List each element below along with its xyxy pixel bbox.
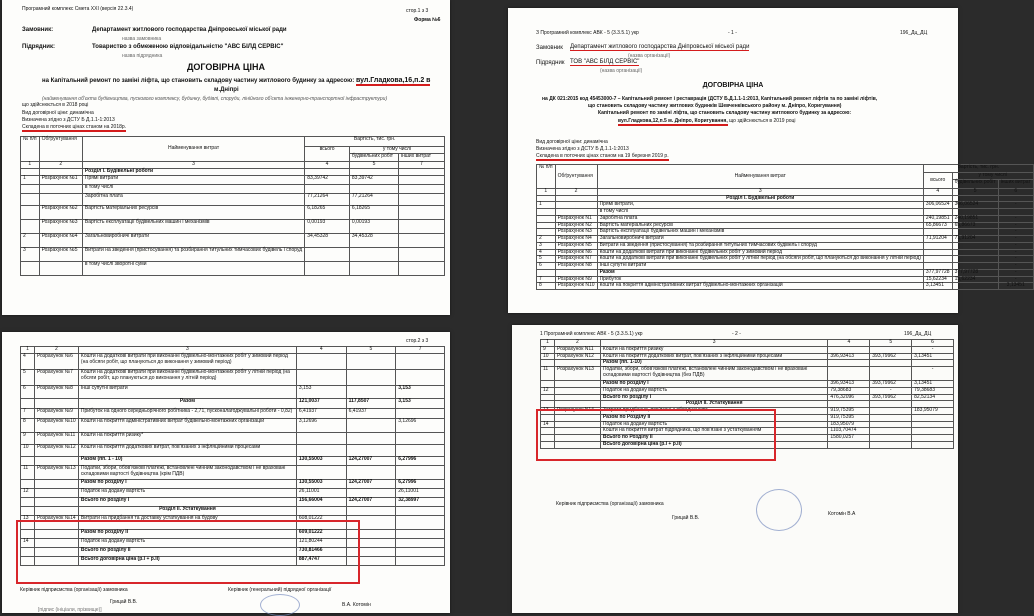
prices-date-line: Складена в поточних цінах станом на 2018р. [22,124,127,130]
table-row: 13 Розрахунок N14 Затрати придбання, пов'язані з обладнанням 919,75395 183,95079 [541,408,954,415]
table-row: Розрахунок №2 Вартість матеріальних ресурсів 6,18265 6,18265 [21,205,445,219]
table-row: 13 Розрахунок №14 Витрати на придбання та доставку устаткування на будову 608,01222 [21,515,445,529]
stamp-icon [260,594,300,616]
object-city: м.Дніпрі [214,87,239,93]
customer-note: назва замовника [122,36,162,42]
header-basis: Обґрунтування [555,165,597,189]
object-description: на Капітальний ремонт по заміні ліфта, що становить складову частину житлового будинку за адресою: вул.Гладкова,16,п.2 в [42,77,431,84]
contractor-label: Підрядник: [22,44,55,50]
col-num: 4 [923,188,952,195]
customer-signature-name: Грицай В.В. [672,515,700,521]
header-other: інших витрат [998,179,1033,188]
table-row: Розрахунок N1 Заробітна плата 240,19851 240,19851 - [537,215,1034,222]
table-row: 14 Податок на додану вартість 183,95079 [541,421,954,428]
contract-price-page-1 [2,0,450,315]
contractor-signature-title: Керівник (генеральний) підрядної організації [228,587,332,593]
table-row: 7 Розрахунок №9 Прибуток на одного середньорічного робітника - 2,71, пусконалагоджувальні роботи - 0,82) 6,41937 6,41937 [21,408,445,418]
table-row: 12 Податок на додану вартість 26,11001 26,11001 [21,488,445,497]
table-row: 6 Розрахунок №8 Інші супутні витрати 3,153 3,153 [21,385,445,398]
price-type: Вид договірної ціни: динамічна [536,139,608,145]
table-row: Розрахунок N2 Вартість матеріальних ресурсів 65,86673 65,86673 - [537,222,1034,229]
col-num: 2 [34,347,78,354]
header-basis: Обґрунтування [39,137,82,162]
customer-note: (назва організації) [628,53,671,59]
table-row: Разом по розділу І 396,93413 393,79962 3,13451 [541,381,954,388]
table-row: 11 Розрахунок N13 Податки, збори, обов'язкові платежі, встановлені чинним законодавством і не враховані складовими вартості будівництва (без ПДВ) - [541,367,954,381]
table-row: 14 Податок на додану вартість 121,80244 [21,538,445,547]
header-construction: будівельних робіт [349,154,398,162]
table-row: в тому числі [21,184,445,193]
subtitle-line-3: Капітальний ремонт по заміні ліфта, що становить складову частину житлового будинку за адресою: [598,110,852,116]
table-row: Всього договірна ціна (р.І + р.ІІ) 887,4747 [21,556,445,565]
page-number: стор.1 з 3 [406,8,429,14]
table-row: Разом 377,97728 377,97728 - [537,269,1034,276]
col-num: 1 [541,340,555,347]
col-num: 6 [912,340,954,347]
table-row: Разом 121,0037 117,8507 3,153 [21,398,445,408]
table-row: Всього по розділу І 156,66004 124,27007 32,38997 [21,497,445,506]
program-label: 1 Програмний комплекс АВК - 5 (3.3.5.1) укр [540,331,643,337]
col-num: 6 [998,188,1033,195]
col-num: 2 [555,188,597,195]
highlight-section-2 [536,409,776,461]
table-row: Всього по розділу ІІ 730,81466 [21,547,445,556]
contractor-name: ТОВ "АВС БІЛД СЕРВІС" [570,59,640,65]
table-row: Всього по розділу І 476,32096 393,79962 82,52134 [541,394,954,401]
table-row: 8 Розрахунок N10 Кошти на покриття адміністративних витрат будівельно-монтажних організацій 3,13451 3,13451 [537,283,1034,290]
col-num: 7 [399,162,445,169]
table-row: 5 Розрахунок №7 Кошти на додаткові витрати при виконанні будівельно-монтажних робіт у літній період (на обсяги робіт, що плануються до виконання у літній період) [21,369,445,385]
col-num: 3 [597,188,923,195]
table-row: 8 Розрахунок №10 Кошти на покриття адміністративних витрат будівельно-монтажних організацій 3,12696 3,12696 [21,418,445,432]
cost-table [20,136,445,276]
table-row: Всього по Розділу ІІ 1580,0257 [541,435,954,442]
header-total: всього [923,173,952,189]
table-row: 10 Розрахунок N12 Кошти на покриття додаткових витрат, пов'язаних з інфляційними процесами 396,93413 393,79962 3,13451 [541,353,954,360]
col-num: 1 [21,162,40,169]
table-row: 3 Розрахунок №5 Витрати на зведення (пристосування) та розбирання титульних тимчасових будівель і споруд [21,247,445,261]
table-row: 5 Розрахунок N7 Кошти на додаткові витрати при виконанні будівельних робіт у літній період (на обсяги робіт, що плануються до виконання у літній період) - [537,256,1034,263]
table-row: 1 Прямі витрати, 306,06524 306,06524 - [537,202,1034,209]
form-number: 196_Дц_ДЦ [900,30,928,36]
object-address: вул.Гладкова,12,п.5 м. Дніпро, Коригування, що здійснюється в 2019 році [618,118,796,124]
col-num: 2 [554,340,600,347]
header-name: Найменування витрат [82,137,304,162]
table-row: Разом по розділу ІІ 609,01222 [21,529,445,538]
table-row: 1 Розрахунок №1 Прямі витрати 83,39742 83,39742 [21,175,445,184]
customer-name: Департамент житлового господарства Дніпровської міської ради [570,44,750,50]
price-type: Вид договірної ціни: динамічна [22,110,94,116]
dstu-reference: Визначена згідно з ДСТУ Б Д.1.1-1:2013 [22,117,115,123]
signature-note: [підпис (ініціали, прізвище)] [38,607,102,613]
document-title: ДОГОВІРНА ЦІНА [187,62,265,72]
contractor-note: назва підрядника [122,53,163,59]
table-row: Разом (пп. 1 - 10) 130,55003 124,27007 6,27996 [21,456,445,465]
header-construction: будівельних робіт [952,179,998,188]
customer-label: Замовник: [22,27,54,33]
table-row: 2 Розрахунок N4 Загальновиробничі витрати 71,91204 71,91204 - [537,236,1034,243]
form-number: Форма №6 [414,17,441,23]
table-row: Разом по Розділу ІІ 919,75395 [541,414,954,421]
customer-signature-title: Керівник підприємства (організації) замовника [20,587,128,593]
table-row: Кошти на покриття витрат підрядника, що пов'язані з устаткуванням 1103,70474 [541,428,954,435]
customer-signature-name: Грицай В.В. [110,599,138,605]
header-cost: Вартість, тис. грн. [923,165,1033,173]
col-num: 5 [346,347,396,354]
col-num: 5 [349,162,398,169]
table-row: 12 Податок на додану вартість 79,38683 - 79,38683 [541,387,954,394]
header-total: всього [305,147,350,162]
table-row: 2 Розрахунок №4 Загальновиробничі витрати 34,45328 34,45328 [21,233,445,247]
subtitle-line-1: на ДК 021:2015 код 45453000-7 – Капітальний ремонт і реставрація (ДСТУ Б.Д.1.1-1:2013, Капітальний ремонт ліфтів та по заміні ліфтів, [542,96,878,102]
table-row: в тому числі [537,209,1034,216]
year-line: що здійснюється в 2018 році [22,102,89,108]
dstu-reference: Визначена згідно з ДСТУ Б Д.1.1-1:2013 [536,146,629,152]
header-number: № п/п [537,165,556,189]
customer-signature-title: Керівник підприємства (організації) замовника [556,501,664,507]
contractor-signature-name: Котомін В.А [828,511,856,517]
contractor-signature-name: В.А. Котомін [342,602,371,608]
col-num: 3 [600,340,828,347]
col-num: 4 [296,347,346,354]
contract-price-page-3 [2,332,450,613]
contractor-label: Підрядник [536,60,565,66]
header-incl: у тому числі [952,173,1033,180]
section-2-title: Розділ ІІ. Устаткування [78,506,296,515]
table-row: 9 Розрахунок N11 Кошти на покриття ризику - [541,346,954,353]
header-cost: Вартість, тис. грн. [305,137,445,147]
header-name: Найменування витрат [597,165,923,189]
table-row: 4 Розрахунок №6 Кошти на додаткові витрати при виконанні будівельно-монтажних робіт у зимовий період (на обсяги робіт, що плануються до виконання у зимовий період) [21,353,445,369]
col-num: 1 [21,347,35,354]
contractor-note: (назва організації) [600,68,643,74]
cost-table [536,164,1034,290]
table-row: Разом (пп. 1-10) [541,360,954,367]
page-number: стор.2 з 3 [406,338,429,344]
table-row: 10 Розрахунок №12 Кошти на покриття додаткових витрат, пов'язаних з інфляційними процесами [21,444,445,456]
table-row: 11 Розрахунок №13 Податки, збори, обов'язкові платежі, встановлені чинним законодавством і не враховані складовими вартості будівництва (крім ПДВ) [21,465,445,479]
col-num: 4 [305,162,350,169]
highlight-section-2 [16,520,360,584]
page-number: - 1 - [728,30,737,36]
col-num: 3 [78,347,296,354]
customer-name: Департамент житлового господарства Дніпровської міської ради [92,27,287,33]
col-num: 3 [82,162,304,169]
col-num: 7 [396,347,445,354]
prices-date-line: Складена в поточних цінах станом на 19 березня 2019 р. [536,153,669,159]
contract-price-page-2 [508,8,1031,313]
page-number: - 2 - [732,331,741,337]
contractor-name: Товариство з обмеженою відповідальністю "АВС БІЛД СЕРВІС" [92,44,284,50]
table-row: 4 Розрахунок N6 Кошти на додаткові витрати при виконанні будівельних робіт у зимовий період - [537,249,1034,256]
col-num: 5 [870,340,912,347]
table-row: Заробітна плата 77,21264 77,21264 [21,193,445,205]
document-title: ДОГОВІРНА ЦІНА [702,82,764,89]
object-note: (найменування об'єкта будівництва, пускового комплексу, будинку, будівлі, споруди, лінійного об'єкта інженерно-транспортної інфраструктури) [42,96,388,102]
subtitle-line-2: що становить складову частину житлових будинків Шевченківського району м. Дніпро, Коригування) [588,103,842,109]
header-other: інших витрат [399,154,445,162]
header-number: № п/п [21,137,40,162]
customer-label: Замовник [536,45,563,51]
table-row: Розрахунок №3 Вартість експлуатації будівельних машин і механізмів 0,00193 0,00193 [21,219,445,233]
table-row: Всього договірна ціна (р.І + р.ІІ) [541,441,954,448]
stamp-icon [756,489,802,531]
program-label: З Програмний комплекс АВК - 5 (3.3.5.1) укр [536,30,639,36]
form-number: 196_Дц_ДЦ [904,331,932,337]
header-incl: у тому числі [349,147,444,154]
table-row: 6 Розрахунок N8 Інші супутні витрати - [537,263,1034,270]
table-row: 3 Розрахунок N5 Витрати на зведення (пристосування) та розбирання титульних тимчасових будівель і споруд - [537,242,1034,249]
program-label: Програмний комплекс Смета XXI (версія 22.3.4) [22,6,134,12]
table-row: 9 Розрахунок №11 Кошти на покриття ризику* [21,432,445,444]
section-2-title: Розділ ІІ. Устаткування [600,401,828,408]
col-num: 5 [952,188,998,195]
table-row: Розрахунок N3 Вартість експлуатації будівельних машин і механізмів - [537,229,1034,236]
section-title: Розділ І. Будівельні роботи [597,195,923,202]
table-row: в тому числі зворотні суми [21,261,445,275]
section-title: Розділ І. Будівельні роботи [82,168,304,175]
table-row: 7 Розрахунок N9 Прибуток 15,62234 15,62234 - [537,276,1034,283]
col-num: 1 [537,188,556,195]
col-num: 4 [828,340,870,347]
table-row: Разом по розділу І 130,55003 124,27007 6,27996 [21,479,445,488]
col-num: 2 [39,162,82,169]
contract-price-page-4 [512,325,958,613]
